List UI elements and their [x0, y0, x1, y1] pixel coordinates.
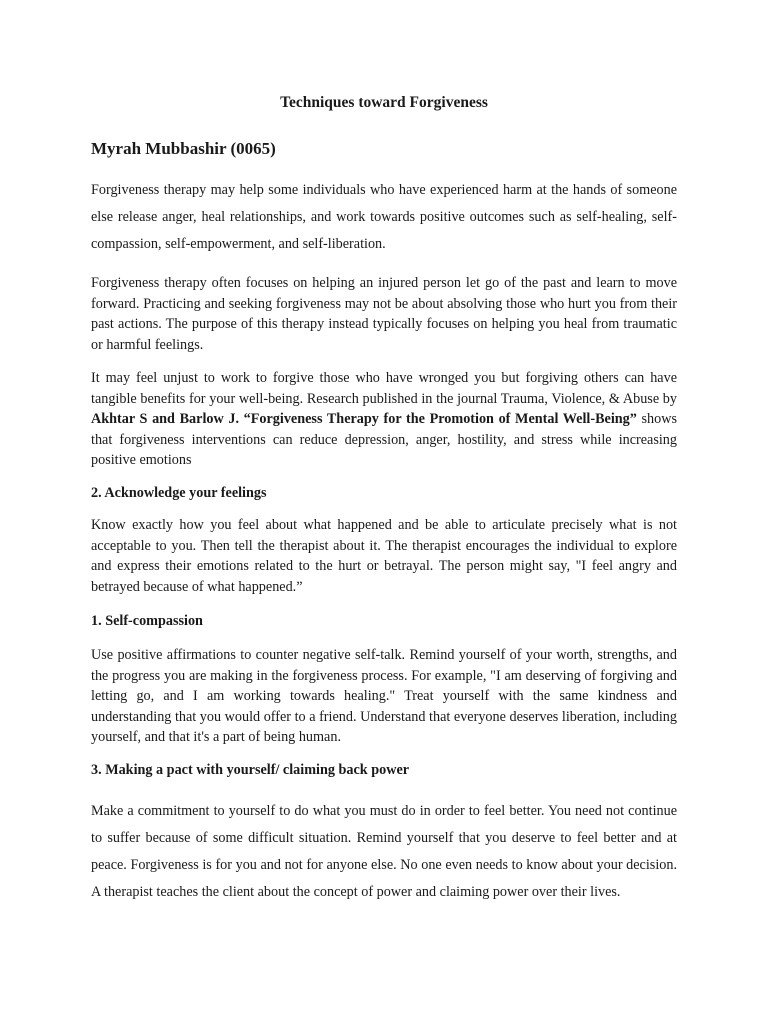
paragraph-pact: Make a commitment to yourself to do what you must do in order to feel better. You need not continue to suffer because of some difficult situation. Remind yourself that you deserve to feel better and at peace. Forgiveness is for you and not for anyone else. No one even needs to know about your decision. A therapist teaches the client about the concept of power and claiming power over their lives.	[91, 803, 677, 900]
paragraph-research	[91, 368, 677, 471]
research-text-before: It may feel unjust to work to forgive those who have wronged you but forgiving others can have tangible benefits for your well-being. Research published in the journal Trauma, Violence, & Abuse by	[91, 370, 677, 407]
author-line: Myrah Mubbashir (0065)	[91, 139, 276, 158]
paragraph-focus: Forgiveness therapy often focuses on helping an injured person let go of the past and learn to move forward. Practicing and seeking forgiveness may not be about absolving those who hurt you from their past actions. The purpose of this therapy instead typically focuses on helping you heal from traumatic or harmful feelings.	[91, 275, 677, 353]
research-text-after: shows that forgiveness interventions can reduce depression, anger, hostility, and stress while increasing positive emotions	[91, 411, 677, 469]
section-heading-pact: 3. Making a pact with yourself/ claiming back power	[91, 762, 410, 778]
research-citation: Akhtar S and Barlow J. “Forgiveness Therapy for the Promotion of Mental Well-Being”	[91, 411, 637, 428]
document-title: Techniques toward Forgiveness	[280, 94, 488, 111]
section-heading-self-compassion: 1. Self-compassion	[91, 613, 203, 629]
paragraph-acknowledge: Know exactly how you feel about what happened and be able to articulate precisely what is not acceptable to you. Then tell the therapist about it. The therapist encourages the individual to explore and express their emotions related to the hurt or betrayal. The person might say, "I feel angry and betrayed because of what happened.”	[91, 517, 677, 595]
section-heading-acknowledge: 2. Acknowledge your feelings	[91, 485, 267, 501]
paragraph-self-compassion: Use positive affirmations to counter negative self-talk. Remind yourself of your worth, strengths, and the progress you are making in the forgiveness process. For example, "I am deserving of forgiving and letting go, and I am working towards healing." Treat yourself with the same kindness and understanding that you would offer to a friend. Understand that everyone deserves liberation, including yourself, and that it's a part of being human.	[91, 647, 677, 746]
paragraph-intro: Forgiveness therapy may help some individuals who have experienced harm at the hands of someone else release anger, heal relationships, and work towards positive outcomes such as self-healing, self-compassion, self-empowerment, and self-liberation.	[91, 182, 677, 252]
